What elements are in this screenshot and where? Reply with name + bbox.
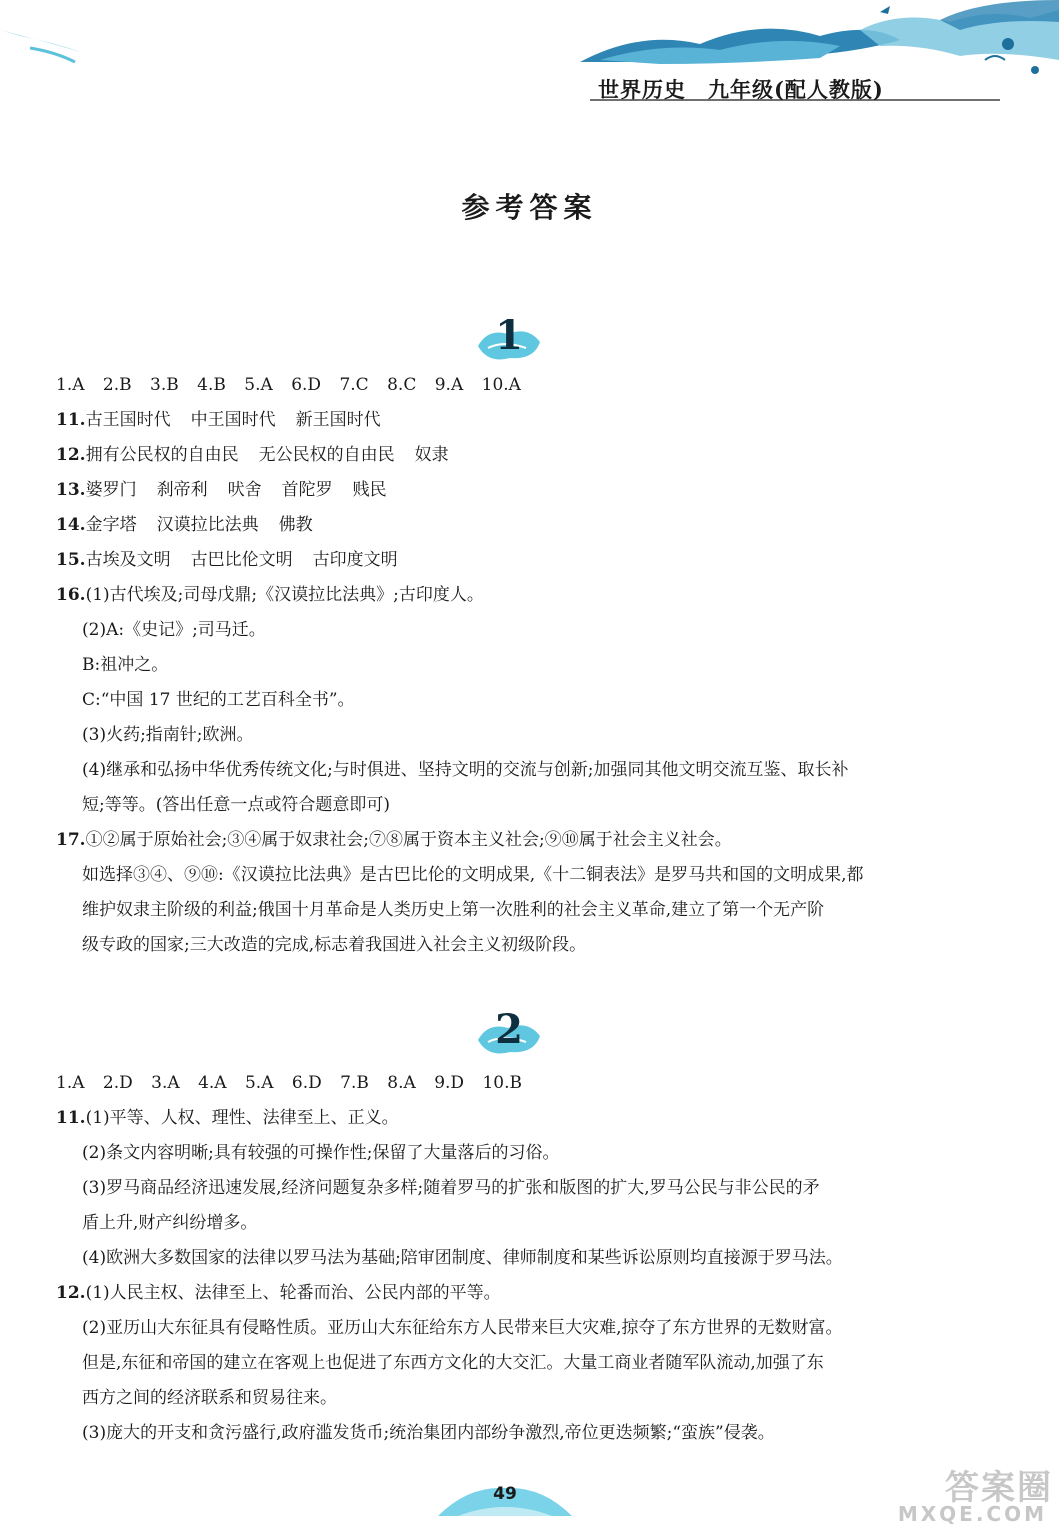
- question-number: 12.: [56, 445, 86, 465]
- question-number: 15.: [56, 550, 86, 570]
- choice-answer: 8.C: [387, 375, 417, 395]
- answer-line: (1)人民主权、法律至上、轮番而治、公民内部的平等。: [85, 1283, 501, 1303]
- question-number: 16.: [56, 585, 86, 605]
- choice-answer: 7.B: [340, 1073, 369, 1093]
- watermark-logo: 答案圈: [945, 1468, 1053, 1508]
- question-number: 11.: [56, 1108, 86, 1128]
- answer-line: (4)欧洲大多数国家的法律以罗马法为基础;陪审团制度、律师制度和某些诉讼原则均直接源于罗马法。: [82, 1248, 843, 1268]
- choice-answer: 9.A: [434, 375, 464, 395]
- answer-line: (4)继承和弘扬中华优秀传统文化;与时俱进、坚持文明的交流与创新;加强同其他文明交流互鉴、取长补: [82, 760, 849, 780]
- answer-part: 刹帝利: [156, 480, 208, 500]
- question-14: [56, 508, 961, 543]
- page-number: 49: [493, 1484, 517, 1504]
- answer-line: 但是,东征和帝国的建立在客观上也促进了东西方文化的大交汇。大量工商业者随军队流动,加强了东: [82, 1353, 824, 1373]
- answer-part: 贱民: [352, 480, 387, 500]
- answer-line: 维护奴隶主阶级的利益;俄国十月革命是人类历史上第一次胜利的社会主义革命,建立了第一个无产阶: [82, 900, 825, 920]
- site-watermark: [883, 1460, 1053, 1530]
- question-number: 17.: [56, 830, 86, 850]
- answer-part: 吠舍: [227, 480, 262, 500]
- answer-line: 盾上升,财产纠纷增多。: [82, 1213, 258, 1233]
- choice-answer: 3.A: [151, 1073, 180, 1093]
- choice-answer: 6.D: [291, 375, 322, 395]
- answer-part: 古印度文明: [312, 550, 398, 570]
- choice-answer: 4.A: [198, 1073, 227, 1093]
- question-12: [56, 438, 961, 473]
- answer-section-2: [56, 1066, 961, 1451]
- question-16: [56, 578, 961, 613]
- section-badge-2: [474, 1004, 544, 1062]
- answer-line: (3)罗马商品经济迅速发展,经济问题复杂多样;随着罗马的扩张和版图的扩大,罗马公民与非公民的矛: [82, 1178, 820, 1198]
- choice-answer: 6.D: [291, 1073, 322, 1093]
- answer-line: (1)平等、人权、理性、法律至上、正义。: [85, 1108, 399, 1128]
- choice-answer: 4.B: [197, 375, 226, 395]
- answer-line: B:祖冲之。: [82, 655, 169, 675]
- answer-part: 中王国时代: [190, 410, 276, 430]
- answer-part: 无公民权的自由民: [258, 445, 395, 465]
- answer-line: (1)古代埃及;司母戊鼎;《汉谟拉比法典》;古印度人。: [85, 585, 484, 605]
- choice-answer: 3.B: [150, 375, 179, 395]
- answer-line: (3)火药;指南针;欧洲。: [82, 725, 254, 745]
- answer-line: 西方之间的经济联系和贸易往来。: [82, 1388, 337, 1408]
- watermark-site: MXQE.COM: [897, 1502, 1047, 1526]
- page-title: 参考答案: [461, 191, 598, 224]
- answer-part: 古王国时代: [85, 410, 171, 430]
- page-number-badge: [438, 1478, 572, 1522]
- choice-answer: 9.D: [434, 1073, 465, 1093]
- question-number: 12.: [56, 1283, 86, 1303]
- header-title: 世界历史 九年级(配人教版): [598, 77, 884, 102]
- choice-answer: 8.A: [387, 1073, 416, 1093]
- choice-answer: 10.A: [481, 375, 521, 395]
- answer-line: (2)亚历山大东征具有侵略性质。亚历山大东征给东方人民带来巨大灾难,掠夺了东方世界的无数财富。: [82, 1318, 843, 1338]
- answer-line: (3)庞大的开支和贪污盛行,政府滥发货币;统治集团内部纷争激烈,帝位更迭频繁;“蛮族”侵袭。: [82, 1423, 775, 1443]
- answer-part: 拥有公民权的自由民: [85, 445, 239, 465]
- choice-answer: 1.A: [56, 375, 85, 395]
- answer-part: 古埃及文明: [85, 550, 171, 570]
- choice-answer: 5.A: [244, 1073, 274, 1093]
- answer-part: 新王国时代: [295, 410, 381, 430]
- question-11: [56, 1101, 961, 1136]
- choice-answer: 2.D: [102, 1073, 133, 1093]
- answer-line: C:“中国 17 世纪的工艺百科全书”。: [82, 690, 355, 710]
- question-17: [56, 823, 961, 858]
- question-11: [56, 403, 961, 438]
- choice-answer: 10.B: [482, 1073, 522, 1093]
- question-number: 13.: [56, 480, 86, 500]
- answer-part: 奴隶: [414, 445, 449, 465]
- choice-answers-row: [56, 1066, 961, 1101]
- answer-part: 汉谟拉比法典: [156, 515, 259, 535]
- answer-part: 婆罗门: [85, 480, 137, 500]
- answer-section-1: [56, 368, 961, 963]
- choice-answer: 1.A: [56, 1073, 85, 1093]
- choice-answer: 7.C: [339, 375, 369, 395]
- question-15: [56, 543, 961, 578]
- answer-line: 级专政的国家;三大改造的完成,标志着我国进入社会主义初级阶段。: [82, 935, 587, 955]
- section-number: 2: [495, 1006, 523, 1053]
- answer-line: ①②属于原始社会;③④属于奴隶社会;⑦⑧属于资本主义社会;⑨⑩属于社会主义社会。: [85, 830, 732, 850]
- answer-line: (2)A:《史记》;司马迁。: [82, 620, 266, 640]
- choice-answers-row: [56, 368, 961, 403]
- answer-part: 佛教: [278, 515, 313, 535]
- answer-line: 短;等等。(答出任意一点或符合题意即可): [82, 795, 390, 815]
- answer-part: 首陀罗: [281, 480, 333, 500]
- question-12: [56, 1276, 961, 1311]
- section-badge-1: [474, 310, 544, 368]
- question-number: 14.: [56, 515, 86, 535]
- answer-line: (2)条文内容明晰;具有较强的可操作性;保留了大量落后的习俗。: [82, 1143, 560, 1163]
- answer-part: 古巴比伦文明: [190, 550, 293, 570]
- question-number: 11.: [56, 410, 86, 430]
- answer-line: 如选择③④、⑨⑩:《汉谟拉比法典》是古巴比伦的文明成果,《十二铜表法》是罗马共和国的文明成果,都: [82, 865, 864, 885]
- choice-answer: 2.B: [102, 375, 132, 395]
- answer-part: 金字塔: [85, 515, 137, 535]
- choice-answer: 5.A: [244, 375, 273, 395]
- question-13: [56, 473, 961, 508]
- section-number: 1: [495, 312, 523, 359]
